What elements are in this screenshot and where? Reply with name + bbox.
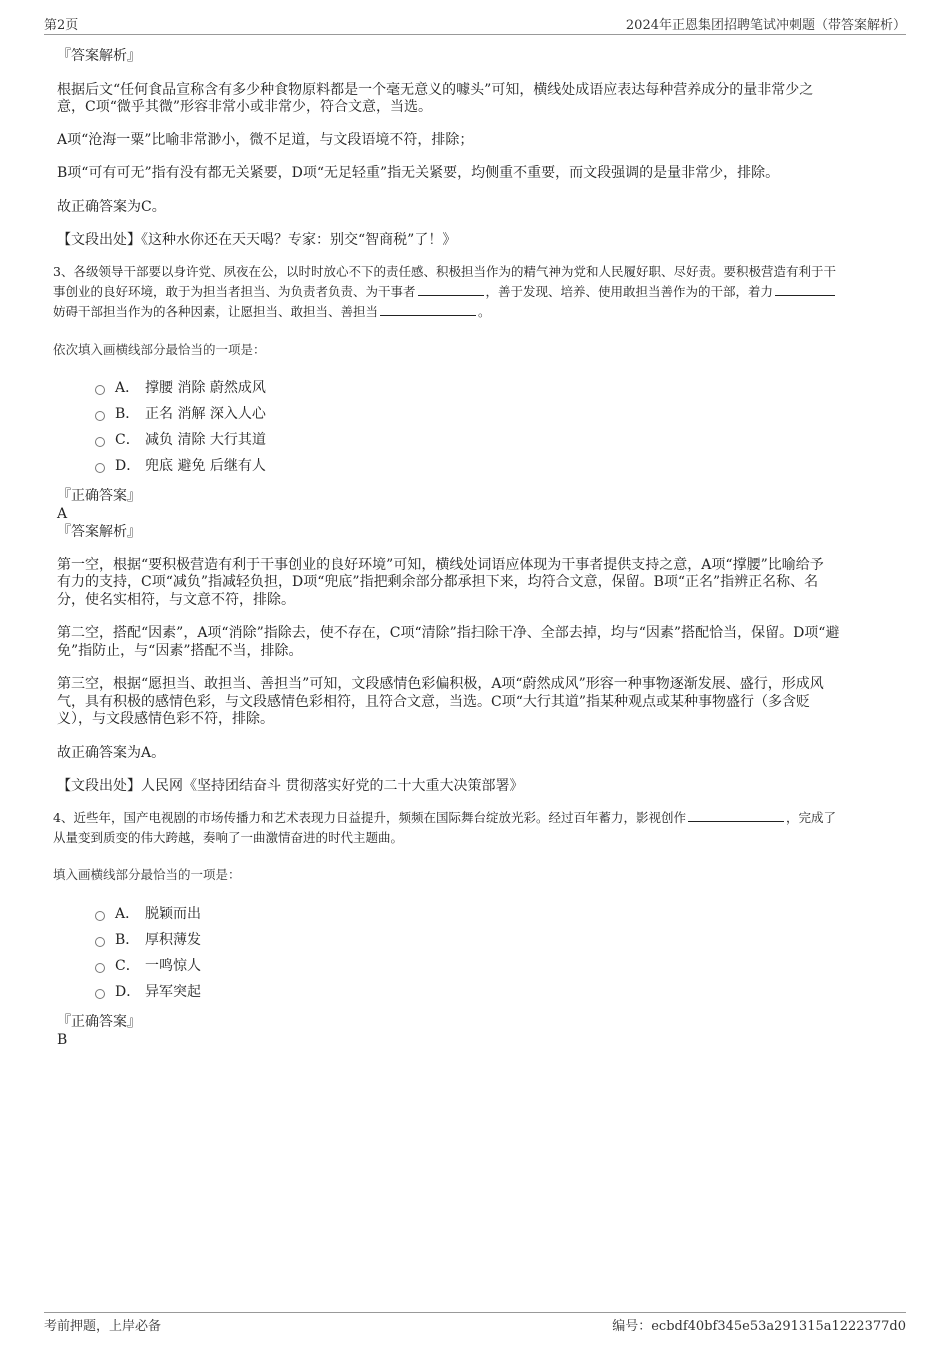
fill-blank — [775, 283, 835, 296]
option-a[interactable]: A． 撑腰 消除 蔚然成风 — [95, 375, 887, 401]
question-stem: 从量变到质变的伟大跨越，奏响了一曲激情奋进的时代主题曲。 — [53, 829, 404, 845]
fill-blank — [418, 283, 484, 296]
analysis-line: 气，具有积极的感情色彩，与文段感情色彩相符，且符合文意，当选。C项“大行其道”指某种观点或某种事物盛行（多含贬 — [57, 693, 811, 710]
option-b[interactable]: B． 厚积薄发 — [95, 927, 887, 953]
radio-icon[interactable] — [95, 989, 105, 999]
fill-blank — [688, 809, 784, 822]
option-c[interactable]: C． 一鸣惊人 — [95, 953, 887, 979]
source-citation: 【文段出处】《这种水你还在天天喝？专家：别交“智商税”了！》 — [57, 232, 457, 248]
radio-icon[interactable] — [95, 963, 105, 973]
analysis-label: 『答案解析』 — [57, 523, 141, 540]
answer-value: A — [57, 505, 68, 522]
option-b[interactable]: B． 正名 消解 深入人心 — [95, 401, 887, 427]
radio-icon[interactable] — [95, 411, 105, 421]
analysis-line: 第三空，根据“愿担当、敢担当、善担当”可知，文段感情色彩偏积极，A项“蔚然成风”形容一种事物逐渐发展、盛行，形成风 — [57, 676, 824, 692]
conclusion: 故正确答案为A。 — [57, 744, 166, 761]
document-title: 2024年正恩集团招聘笔试冲刺题（带答案解析） — [625, 18, 906, 33]
question-stem: 3、各级领导干部要以身许党、夙夜在公，以时时放心不下的责任感、积极担当作为的精气神为党和人民履好职、尽好责。要积极营造有利于干 — [53, 263, 836, 279]
radio-icon[interactable] — [95, 385, 105, 395]
question-stem: 4、近些年，国产电视剧的市场传播力和艺术表现力日益提升，频频在国际舞台绽放光彩。经过百年蓄力，影视创作 ，完成了 — [53, 809, 836, 825]
question-stem: 事创业的良好环境，敢于为担当者担当、为负责者负责、为干事者 ，善于发现、培养、使用敢担当善作为的干部，着力 — [53, 282, 887, 302]
radio-icon[interactable] — [95, 937, 105, 947]
page-number: 第2页 — [44, 18, 79, 33]
analysis-line: 根据后文“任何食品宣称含有多少种食物原料都是一个毫无意义的噱头”可知，横线处成语应表达每种营养成分的量非常少之 — [57, 81, 814, 98]
analysis-line: 意，C项“微乎其微”形容非常小或非常少，符合文意，当选。 — [57, 99, 433, 115]
analysis-line: B项“可有可无”指有没有都无关紧要，D项“无足轻重”指无关紧要，均侧重不重要，而文段强调的是量非常少，排除。 — [57, 165, 780, 181]
radio-icon[interactable] — [95, 911, 105, 921]
analysis-line: A项“沧海一粟”比喻非常渺小，微不足道，与文段语境不符，排除； — [57, 131, 474, 148]
option-c[interactable]: C． 减负 清除 大行其道 — [95, 427, 887, 453]
analysis-line: 分，使名实相符，与文意不符，排除。 — [57, 591, 295, 608]
radio-icon[interactable] — [95, 463, 105, 473]
fill-blank — [380, 303, 476, 316]
answer-value: B — [57, 1031, 68, 1048]
page-header — [44, 14, 906, 35]
conclusion: 故正确答案为C。 — [57, 198, 166, 215]
analysis-label: 『答案解析』 — [57, 48, 141, 64]
analysis-line: 义），与文段感情色彩不符，排除。 — [57, 711, 274, 727]
option-d[interactable]: D． 异军突起 — [95, 979, 887, 1005]
source-citation: 【文段出处】人民网《坚持团结奋斗 贯彻落实好党的二十大重大决策部署》 — [57, 778, 524, 794]
option-d[interactable]: D． 兜底 避免 后继有人 — [95, 453, 887, 479]
analysis-line: 第二空，搭配“因素”，A项“消除”指除去，使不存在，C项“清除”指扫除干净、全部去掉，均与“因素”搭配恰当，保留。D项“避 — [57, 625, 840, 641]
document-id: 编号：ecbdf40bf345e53a291315a1222377d0 — [612, 1319, 906, 1334]
option-a[interactable]: A． 脱颖而出 — [95, 901, 887, 927]
options-list — [95, 901, 887, 1005]
footer-slogan: 考前押题，上岸必备 — [44, 1319, 162, 1334]
analysis-line: 第一空，根据“要积极营造有利于干事创业的良好环境”可知，横线处词语应体现为干事者提供支持之意，A项“撑腰”比喻给予 — [57, 556, 824, 573]
options-list — [95, 375, 887, 479]
answer-label: 『正确答案』 — [57, 1013, 141, 1030]
question-instruction: 依次填入画横线部分最恰当的一项是： — [53, 341, 266, 357]
question-instruction: 填入画横线部分最恰当的一项是： — [53, 866, 241, 882]
analysis-line: 免”指防止，与“因素”搭配不当，排除。 — [57, 642, 303, 659]
question-stem: 妨碍干部担当作为的各种因素，让愿担当、敢担当、善担当 。 — [53, 303, 491, 319]
analysis-line: 有力的支持，C项“减负”指减轻负担，D项“兜底”指把剩余部分都承担下来，均符合文意，保留。B项“正名”指辨正名称、名 — [57, 574, 819, 590]
radio-icon[interactable] — [95, 437, 105, 447]
page-footer — [44, 1312, 906, 1335]
answer-label: 『正确答案』 — [57, 487, 141, 504]
document-body — [53, 46, 887, 1049]
